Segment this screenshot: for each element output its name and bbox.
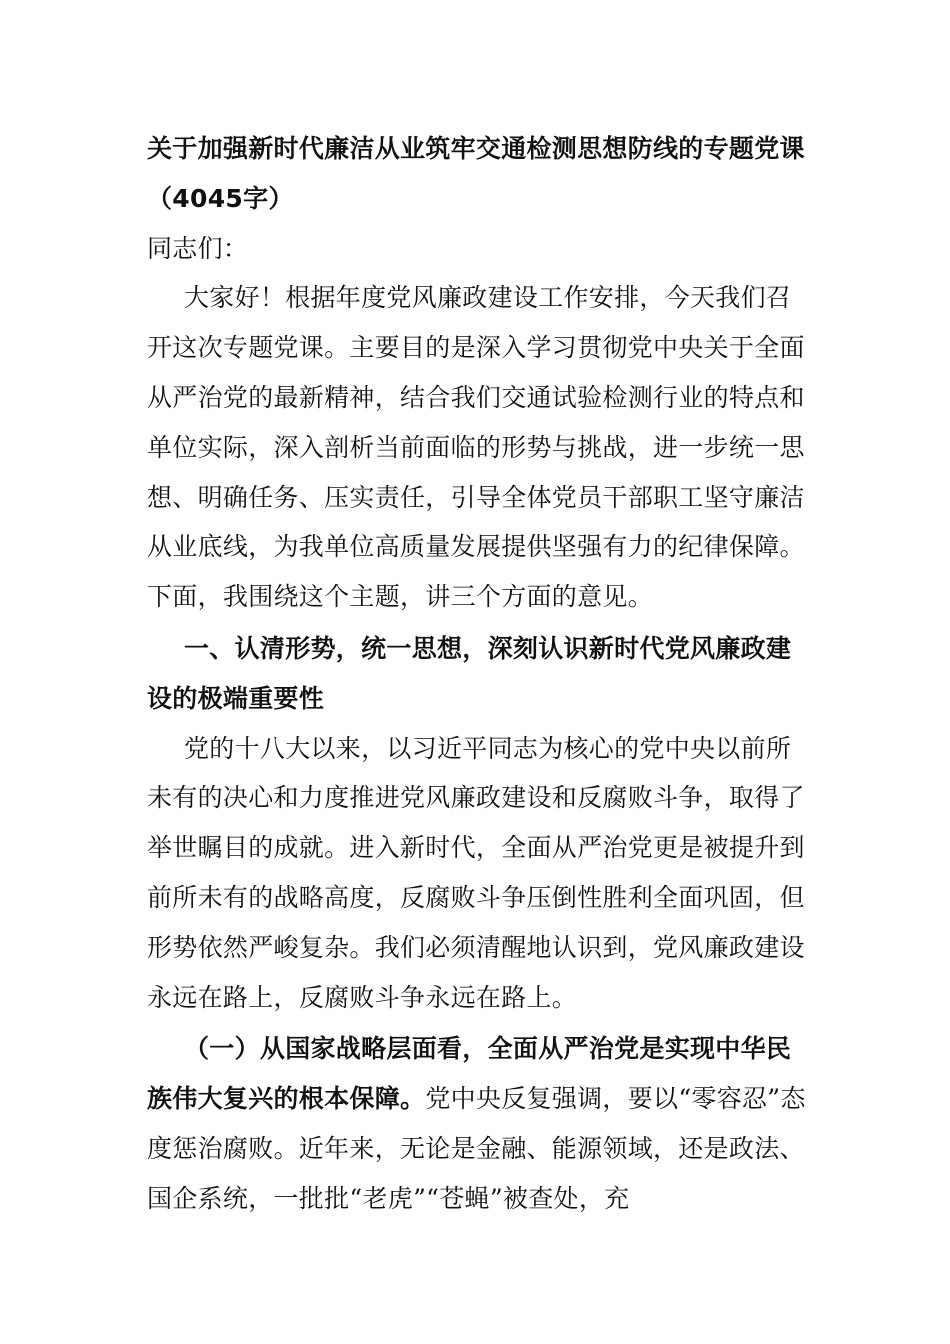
document-body: [147, 124, 807, 1224]
subsection-1-heading: （一）从国家战略层面看，全面从严治党是实现中华民族伟大复兴的根本保障。: [147, 1034, 792, 1114]
title-word-count: （4045字）: [147, 183, 294, 213]
greeting: 同志们：: [147, 233, 249, 263]
section-1-heading: 一、认清形势，统一思想，深刻认识新时代党风廉政建设的极端重要性: [147, 633, 792, 713]
title-text: 关于加强新时代廉洁从业筑牢交通检测思想防线的专题党课: [147, 134, 805, 163]
intro-paragraph: 大家好！根据年度党风廉政建设工作安排，今天我们召开这次专题党课。主要目的是深入学习贯彻党中央关于全面从严治党的最新精神，结合我们交通试验检测行业的特点和单位实际，深入剖析当前面临的形势与挑战，进一步统一思想、明确任务、压实责任，引导全体党员干部职工坚守廉洁从业底线，为我单位高质量发展提供坚强有力的纪律保障。下面，我围绕这个主题，讲三个方面的意见。: [147, 283, 805, 612]
subsection-1-paragraph: [147, 1024, 807, 1223]
section-1-paragraph: 党的十八大以来，以习近平同志为核心的党中央以前所未有的决心和力度推进党风廉政建设和反腐败斗争，取得了举世瞩目的成就。进入新时代，全面从严治党更是被提升到前所未有的战略高度，反腐败斗争压倒性胜利全面巩固，但形势依然严峻复杂。我们必须清醒地认识到，党风廉政建设永远在路上，反腐败斗争永远在路上。: [147, 733, 805, 1012]
subsection-1-text: 党中央反复强调，要以“零容忍”态度惩治腐败。近年来，无论是金融、能源领域，还是政法、国企系统，一批批“老虎”“苍蝇”被查处，充: [147, 1084, 806, 1213]
document-title: [147, 124, 807, 224]
